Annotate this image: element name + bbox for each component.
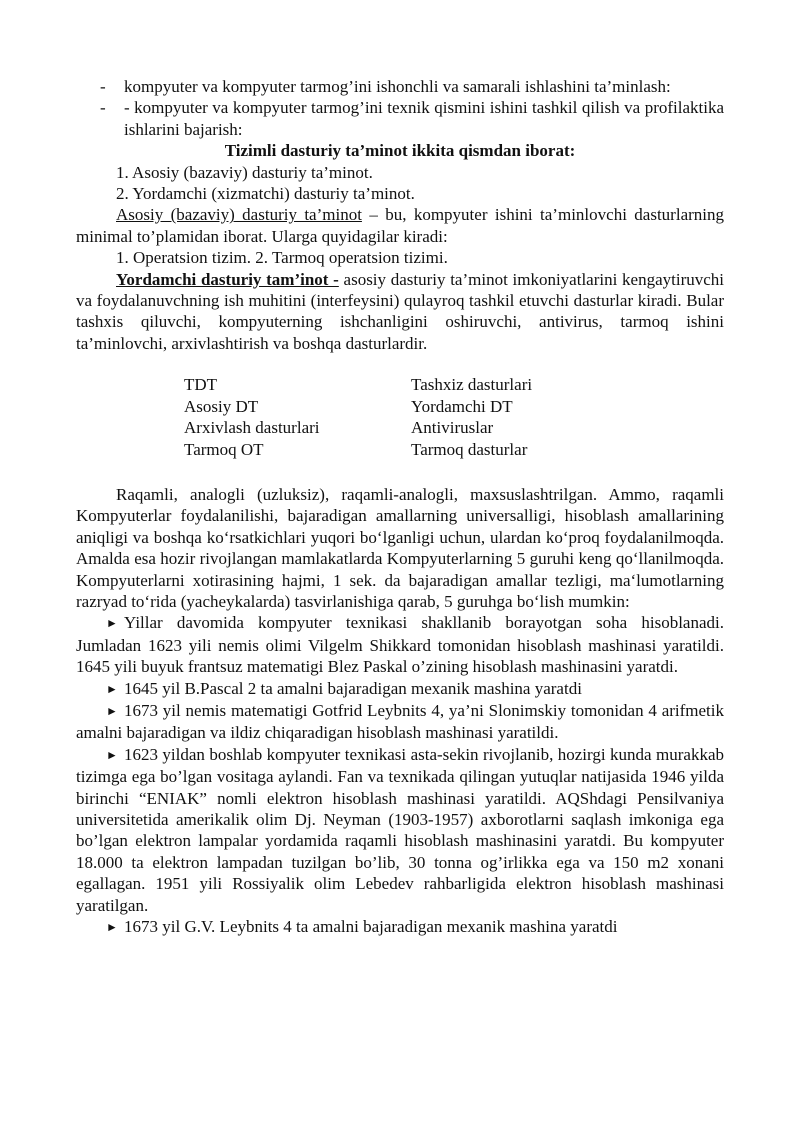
numbered-item: 2. Yordamchi (xizmatchi) dasturiy ta’minot. <box>116 184 415 204</box>
table-cell: Tashxiz dasturlari <box>411 375 533 395</box>
body-paragraph: Raqamli, analogli (uzluksiz), raqamli-analogli, maxsuslashtrilgan. Ammo, raqamli Kompyuterlar foydalanilishi, bajaradigan amallarning universalligi, hisoblash amallarining aniqligi va boshqa ko‘rsatkichlari yuqori bo‘lganligi uchun, ulardan ko‘proq foydalanilmoqda. Amalda esa hozir rivojlangan mamlakatlarda Kompyuterlarning 5 guruhi keng qo‘llanilmoqda. Kompyuterlarni xotirasining hajmi, 1 sek. da bajaradigan amallar tezligi, ma‘lumotlarning razryad to‘rida (yacheykalarda) tasvirlanishiga qarab, 5 guruhga bo‘lish mumkin: <box>76 484 724 611</box>
arrow-item-text: 1673 yil nemis matematigi Gotfrid Leybnits 4, ya’ni Slonimskiy tomonidan 4 arifmetik amalni bajaradigan va ildiz chiqaradigan hisoblash mashinasi yaratildi. <box>76 700 724 743</box>
arrow-item-text: 1645 yil B.Pascal 2 ta amalni bajaradigan mexanik mashina yaratdi <box>124 678 582 698</box>
yordamchi-term: Yordamchi dasturiy tam’inot - <box>116 269 339 289</box>
table-row <box>184 374 532 395</box>
os-line: 1. Operatsion tizim. 2. Tarmoq operatsion tizimi. <box>116 248 448 268</box>
table-cell: TDT <box>184 375 218 395</box>
arrow-list-item <box>76 916 724 938</box>
table-row <box>184 417 532 438</box>
table-cell: Antiviruslar <box>411 418 494 438</box>
table-cell: Arxivlash dasturlari <box>184 418 320 438</box>
asosiy-text: – bu, kompyuter ishini ta’minlovchi dasturlarning minimal to’plamidan iborat. Ulargа quyidagilar kiradi: <box>76 205 724 246</box>
dash-list-item <box>76 76 724 97</box>
table-row <box>184 439 532 460</box>
dash-item-text: kompyuter va kompyuter tarmog’ini ishonchli va samarali ishlashini ta’minlash: <box>124 77 671 96</box>
section-heading: Tizimli dasturiy ta’minot ikkita qismdan iborat: <box>224 141 576 161</box>
arrow-item-text: 1673 yil G.V. Leybnits 4 ta amalni bajaradigan mexanik mashina yaratdi <box>124 917 618 937</box>
document-page <box>76 76 724 938</box>
dash-list-item <box>76 97 724 140</box>
arrow-item-text: Yillar davomida kompyuter texnikasi shakllanib borayotgan soha hisoblanadi. Jumladan 1623 yili nemis olimi Vilgelm Shikkard tomonidan hisoblash mashinasi yaratildi. 1645 yili buyuk frantsuz matematigi Blez Paskal o’zining hisoblash mashinasini yaratdi. <box>76 613 724 677</box>
dash-bullet: - <box>100 77 106 96</box>
arrow-bullet-icon: ► <box>106 747 118 762</box>
arrow-bullet-icon: ► <box>106 703 118 718</box>
table-cell: Tarmoq dasturlar <box>411 439 528 459</box>
arrow-list-item <box>76 700 724 744</box>
arrow-bullet-icon: ► <box>106 920 118 935</box>
arrow-bullet-icon: ► <box>106 616 118 631</box>
table-cell: Tarmoq OT <box>184 439 264 459</box>
arrow-list-item <box>76 678 724 700</box>
table-row <box>184 396 532 417</box>
table-cell: Yordamchi DT <box>411 396 513 416</box>
dash-item-text: - kompyuter va kompyuter tarmog’ini texnik qismini ishini tashkil qilish va profilaktika ishlarini bajarish: <box>124 98 724 139</box>
asosiy-definition <box>76 204 724 247</box>
arrow-list-item <box>76 612 724 677</box>
software-table <box>184 374 532 460</box>
arrow-list-item <box>76 744 724 916</box>
numbered-item: 1. Asosiy (bazaviy) dasturiy ta’minot. <box>116 162 373 182</box>
dash-bullet: - <box>100 98 106 118</box>
asosiy-term: Asosiy (bazaviy) dasturiy ta’minot <box>116 205 362 225</box>
yordamchi-definition <box>76 269 724 355</box>
table-cell: Asosiy DT <box>184 396 259 416</box>
arrow-bullet-icon: ► <box>106 681 118 696</box>
arrow-item-text: 1623 yildan boshlab kompyuter texnikasi asta-sekin rivojlanib, hozirgi kunda murakkab tizimga ega bo’lgan vositaga aylandi. Fan va texnikada qilingan yutuqlar natijasida 1946 yilda birinchi “ENIAK” nomli elektron hisoblash mashinasi yaratildi. AQShdagi Pensilvaniya universitetida amerikalik olim Dj. Neyman (1903-1957) axborotlarni saqlash imkoniga ega bo’lgan elektron lampalar yordamida raqamli hisoblash mashinasini yaratdi. Bu kompyuter 18.000 ta elektron lampadan tuzilgan bo’lib, 30 tonna og’irlikka ega va 150 m2 xonani egallagan. 1951 yili Rossiyalik olim Lebedev rahbarligida elektron hisoblash mashinasi yaratilgan. <box>76 744 724 915</box>
yordamchi-text: asosiy dasturiy ta’minot imkoniyatlarini kengaytiruvchi va foydalanuvchning ish muhitini (interfeysini) qulayroq tashkil etuvchi dasturlar kiradi. Bular tashxis qiluvchi, kompyuterning ishchanligini oshiruvchi, antivirus, tarmoq ishini ta’minlovchi, arxivlashtirish va boshqa dasturlardir. <box>76 269 724 353</box>
